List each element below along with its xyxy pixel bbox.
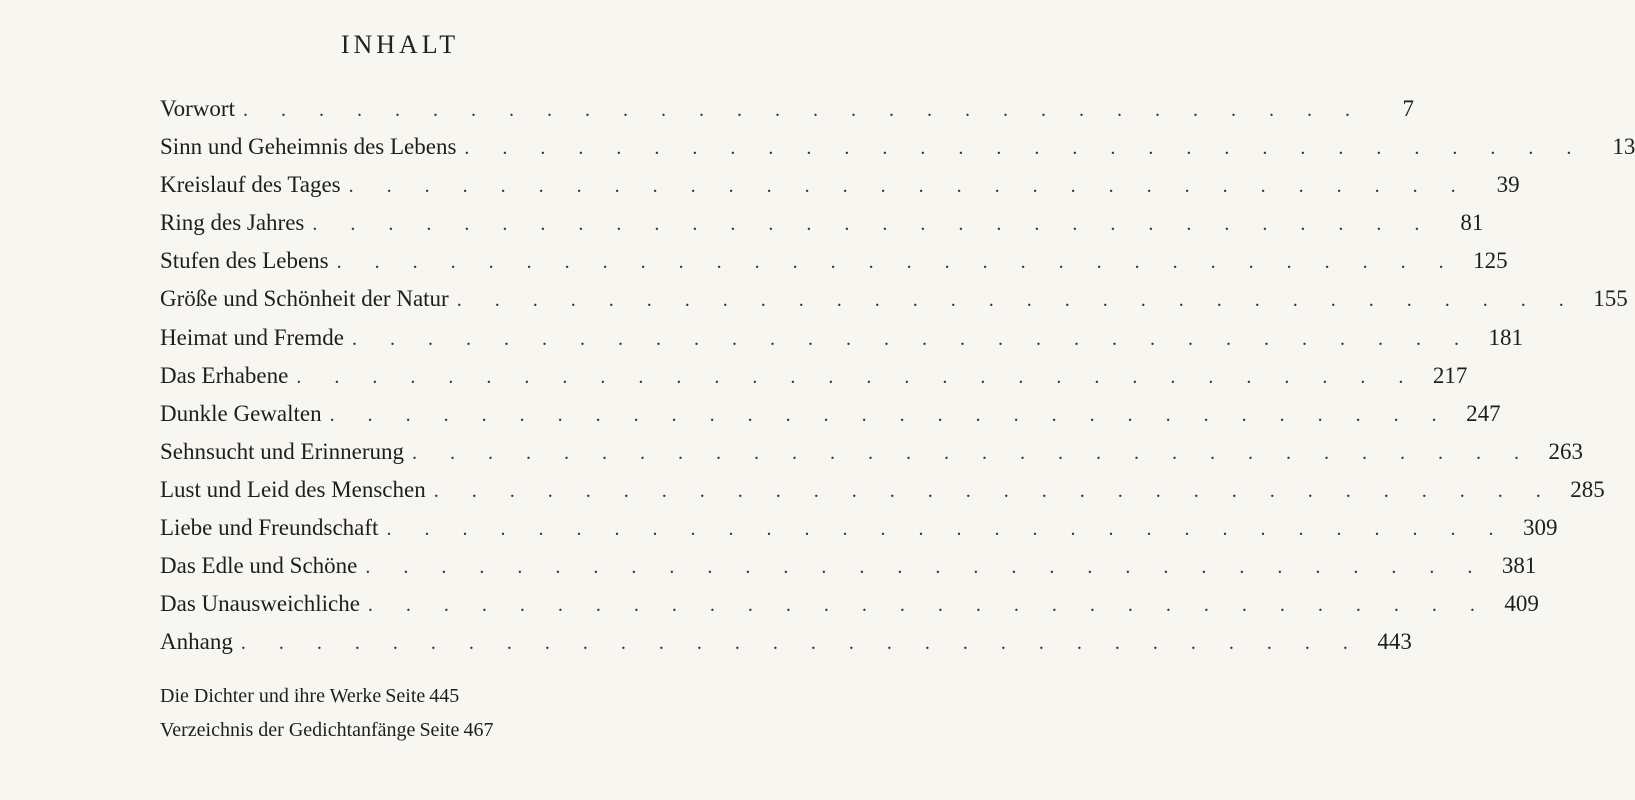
appendix-entry-page-number: 445 bbox=[429, 685, 460, 707]
toc-entry-page-number: 13 bbox=[1612, 134, 1635, 160]
toc-entry-title: Das Edle und Schöne bbox=[160, 553, 358, 579]
toc-entry-title: Vorwort bbox=[160, 96, 235, 121]
toc-entry-page-number: 181 bbox=[1488, 324, 1523, 350]
dot-leader: . . . . . . . . . . . . . . . . . . . . . . . . . . . . . . bbox=[312, 213, 1434, 236]
toc-entry bbox=[160, 134, 1635, 172]
dot-leader: . . . . . . . . . . . . . . . . . . . . . . . . . . . . . . bbox=[412, 441, 1534, 464]
appendix-entry bbox=[160, 719, 493, 753]
dot-leader: . . . . . . . . . . . . . . . . . . . . . . . . . . . . . . bbox=[386, 518, 1508, 541]
toc-entry-title: Kreislauf des Tages bbox=[160, 172, 341, 198]
dot-leader: . . . . . . . . . . . . . . . . . . . . . . . . . . . . . . bbox=[296, 365, 1418, 388]
toc-entry bbox=[160, 591, 1539, 629]
toc-entry-title: Stufen des Lebens bbox=[160, 248, 329, 274]
toc-entry-page-number: 155 bbox=[1593, 286, 1628, 312]
toc-entry-page-number: 263 bbox=[1548, 438, 1584, 464]
appendix-entry-title: Verzeichnis der Gedichtanfänge bbox=[160, 719, 416, 741]
dot-leader: . . . . . . . . . . . . . . . . . . . . . . . . . . . . . . bbox=[351, 327, 1473, 350]
toc-entry-page-number: 409 bbox=[1504, 591, 1539, 617]
toc-entry-page-number: 247 bbox=[1466, 400, 1501, 426]
toc-entry-title: Liebe und Freundschaft bbox=[160, 515, 379, 541]
appendix-entry bbox=[160, 685, 493, 719]
toc-entry-title: Das Unausweichliche bbox=[160, 591, 360, 617]
toc-entry-page-number: 285 bbox=[1570, 476, 1605, 502]
toc-entry bbox=[160, 248, 1508, 286]
toc-entry-page-number: 443 bbox=[1377, 629, 1412, 655]
toc-entry bbox=[160, 629, 1412, 667]
toc-entry-title: Heimat und Fremde bbox=[160, 324, 344, 350]
toc-entry-page-number: 381 bbox=[1501, 553, 1537, 579]
appendix-entry-page-number: 467 bbox=[463, 719, 494, 741]
dot-leader: . . . . . . . . . . . . . . . . . . . . . . . . . . . . . . bbox=[456, 289, 1578, 312]
toc-entry bbox=[160, 324, 1523, 363]
toc-entry bbox=[160, 553, 1537, 591]
dot-leader: . . . . . . . . . . . . . . . . . . . . . . . . . . . . . . bbox=[240, 632, 1362, 655]
toc-entry-title: Dunkle Gewalten bbox=[160, 400, 322, 426]
toc-entry bbox=[160, 210, 1484, 248]
dot-leader: . . . . . . . . . . . . . . . . . . . . . . . . . . . . . . bbox=[348, 175, 1470, 198]
toc-entry-title: Das Erhabene bbox=[160, 362, 289, 388]
appendix-entry-page-label: Seite bbox=[419, 719, 460, 741]
appendix-entry-page-label: Seite bbox=[385, 685, 426, 707]
toc-entry-page-number: 125 bbox=[1473, 248, 1508, 274]
page-title: INHALT bbox=[340, 30, 460, 59]
toc-entry bbox=[160, 362, 1468, 401]
dot-leader: . . . . . . . . . . . . . . . . . . . . . . . . . . . . . . bbox=[336, 251, 1458, 274]
toc-entry bbox=[160, 96, 1414, 134]
toc-entry-page-number: 7 bbox=[1402, 96, 1414, 121]
appendix-list bbox=[160, 685, 493, 753]
dot-leader: . . . . . . . . . . . . . . . . . . . . . . . . . . . . . . bbox=[464, 137, 1586, 160]
toc-entry-page-number: 217 bbox=[1432, 362, 1468, 388]
dot-leader: . . . . . . . . . . . . . . . . . . . . . . . . . . . . . . bbox=[365, 556, 1487, 579]
toc-entry-title: Anhang bbox=[160, 629, 233, 655]
toc-entry-title: Größe und Schönheit der Natur bbox=[160, 286, 449, 312]
dot-leader: . . . . . . . . . . . . . . . . . . . . . . . . . . . . . . bbox=[329, 403, 1451, 426]
table-of-contents bbox=[160, 96, 1635, 667]
toc-entry bbox=[160, 286, 1628, 324]
toc-entry bbox=[160, 515, 1558, 553]
toc-entry-title: Ring des Jahres bbox=[160, 210, 305, 236]
toc-entry-page-number: 309 bbox=[1522, 515, 1558, 541]
toc-entry bbox=[160, 400, 1501, 439]
toc-entry-title: Sehnsucht und Erinnerung bbox=[160, 438, 405, 464]
toc-entry-title: Lust und Leid des Menschen bbox=[160, 476, 426, 502]
toc-entry-title: Sinn und Geheimnis des Lebens bbox=[160, 134, 457, 160]
toc-entry bbox=[160, 172, 1520, 210]
toc-entry-page-number: 81 bbox=[1460, 210, 1484, 236]
dot-leader: . . . . . . . . . . . . . . . . . . . . . . . . . . . . . . bbox=[367, 594, 1489, 617]
dot-leader: . . . . . . . . . . . . . . . . . . . . . . . . . . . . . . bbox=[242, 99, 1364, 121]
dot-leader: . . . . . . . . . . . . . . . . . . . . . . . . . . . . . . bbox=[433, 479, 1555, 502]
toc-entry bbox=[160, 476, 1605, 515]
appendix-entry-title: Die Dichter und ihre Werke bbox=[160, 685, 382, 707]
toc-entry bbox=[160, 438, 1584, 477]
toc-entry-page-number: 39 bbox=[1496, 172, 1520, 198]
